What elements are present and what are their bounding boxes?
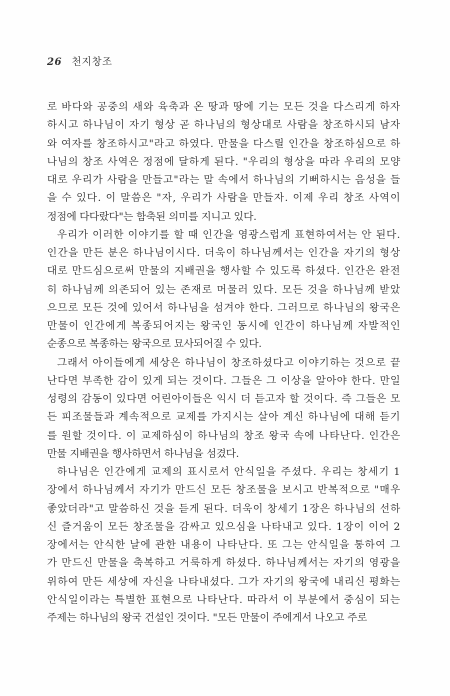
text-line: 좋았더라"고 말씀하신 것을 듣게 된다. 더욱이 창세기 1장은 하나님의 선하: [47, 502, 401, 515]
text-line: 순종으로 복종하는 왕국으로 묘사되어질 수 있다.: [47, 338, 262, 351]
body-text: [47, 98, 400, 627]
text-line: 주제는 하나님의 왕국 건설인 것이다. "모든 만물이 주에게서 나오고 주로: [47, 612, 367, 624]
paragraph: [47, 98, 400, 226]
text-line: 을 수 있다. 이 말씀은 "자, 우리가 사람을 만들자. 이제 우리 창조 사역이: [47, 192, 401, 205]
text-line: 장에서는 안식한 날에 관한 내용이 나타난다. 또 그는 안식일을 통하여 그: [47, 539, 401, 551]
text-line: 장에서 하나님께서 자기가 만드신 모든 창조물을 보시고 반복적으로 "매우: [47, 484, 401, 497]
page-number: 26: [47, 57, 62, 68]
text-line: 으므로 모든 것에 있어서 하나님을 섬겨야 한다. 그러므로 하나님의 왕국은: [47, 301, 401, 314]
text-line: 정점에 다다랐다"는 함축된 의미를 지니고 있다.: [47, 210, 257, 223]
text-line: 하나님은 인간에게 교제의 표시로서 안식일을 주셨다. 우리는 창세기 1: [57, 466, 401, 478]
text-line: 안식일이라는 특별한 표현으로 나타난다. 따라서 이 부분에서 중심이 되는: [47, 593, 401, 606]
text-line: 를 원할 것이다. 이 교제하심이 하나님의 창조 왕국 속에 나타난다. 인간은: [47, 429, 401, 442]
text-line: 나님의 창조 사역은 정점에 달하게 된다. "우리의 형상을 따라 우리의 모양: [47, 155, 401, 168]
text-line: 인간을 만든 분은 하나님이시다. 더욱이 하나님께서는 인간을 자기의 형상: [47, 247, 401, 259]
text-line: 와 여자를 창조하시고"라고 하였다. 만물을 다스릴 인간을 창조하심으로 하: [47, 137, 401, 150]
text-line: 우리가 이러한 이야기를 할 때 인간을 영광스럽게 표현하여서는 안 된다.: [57, 228, 401, 241]
text-line: 위하여 만든 세상에 자신을 나타내셨다. 그가 자기의 왕국에 내리신 평화는: [47, 575, 401, 588]
text-line: 신 즐거움이 모든 창조물을 감싸고 있으심을 나타내고 있다. 1장이 이어 2: [47, 520, 401, 533]
text-line: 하시고 하나님이 자기 형상 곧 하나님의 형상대로 사람을 창조하시되 남자: [47, 119, 401, 132]
paragraph: [47, 226, 400, 354]
text-line: 가 만드신 만물을 축복하고 거룩하게 하셨다. 하나님께서는 자기의 영광을: [47, 557, 401, 570]
paragraph: [47, 354, 400, 464]
text-line: 든 피조물들과 계속적으로 교제를 가지시는 살아 계신 하나님에 대해 듣기: [47, 411, 401, 424]
text-line: 그래서 아이들에게 세상은 하나님이 창조하셨다고 이야기하는 것으로 끝: [57, 356, 401, 369]
paragraph: [47, 463, 400, 627]
text-line: 만물 지배권을 행사하면서 하나님을 섬겼다.: [47, 447, 239, 460]
text-line: 히 하나님께 의존되어 있는 존재로 머물러 있다. 모든 것을 하나님께 받았: [47, 283, 401, 296]
text-line: 만물이 인간에게 복종되어지는 왕국인 동시에 인간이 하나님께 자발적인: [47, 320, 402, 332]
text-line: 성령의 감동이 있다면 어린아이들은 익시 더 듣고자 할 것이다. 즉 그들은 모: [47, 393, 401, 405]
book-title: 천지창조: [71, 57, 113, 68]
text-line: 로 바다와 공중의 새와 육축과 온 땅과 땅에 기는 모든 것을 다스리게 하자: [47, 101, 401, 113]
text-line: 난다면 부족한 감이 있게 되는 것이다. 그들은 그 이상을 알아야 한다. 만일: [47, 374, 401, 387]
text-line: 대로 우리가 사람을 만들고"라는 말 속에서 하나님의 기뻐하시는 음성을 들: [47, 174, 401, 186]
running-head: [47, 53, 112, 68]
text-line: 대로 만드심으로써 만물의 지배권을 행사할 수 있도록 하셨다. 인간은 완전: [47, 265, 401, 278]
